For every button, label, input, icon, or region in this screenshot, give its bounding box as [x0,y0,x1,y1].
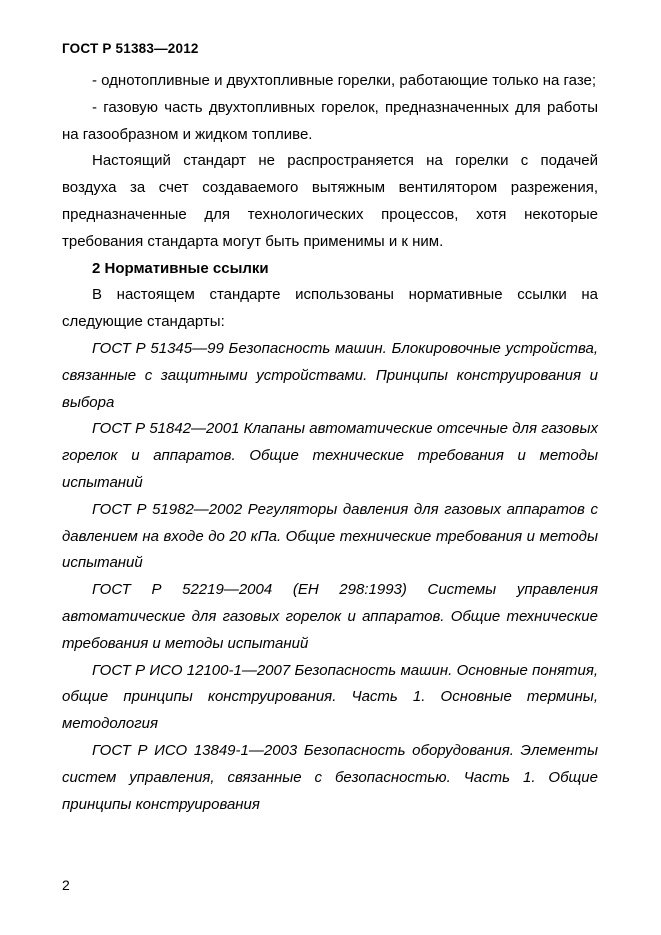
reference-item: ГОСТ Р 51345—99 Безопасность машин. Блокировочные устройства, связанные с защитными устройствами. Принципы конструирования и выбора [62,339,598,411]
reference-item: ГОСТ Р 51982—2002 Регуляторы давления для газовых аппаратов с давлением на входе до 20 кПа. Общие технические требования и методы испытаний [62,500,598,572]
section-heading: 2 Нормативные ссылки [92,259,269,277]
scope-paragraph-single-dual-fuel: - однотопливные и двухтопливные горелки, работающие только на газе; [92,72,597,89]
scope-paragraph-exclusion: Настоящий стандарт не распространяется на горелки с подачей воздуха за счет создаваемого вытяжным вентилятором разрежения, предназначенные для технологических процессов, хотя некоторые требования стандарта могут быть применимы и к ним. [62,152,598,250]
reference-item: ГОСТ Р ИСО 13849-1—2003 Безопасность оборудования. Элементы систем управления, связанные с безопасностью. Часть 1. Общие принципы конструирования [62,741,598,813]
document-header: ГОСТ Р 51383—2012 [62,41,199,56]
reference-item: ГОСТ Р ИСО 12100-1—2007 Безопасность машин. Основные понятия, общие принципы конструирования. Часть 1. Основные термины, методология [62,661,598,733]
reference-item: ГОСТ Р 51842—2001 Клапаны автоматические отсечные для газовых горелок и аппаратов. Общие технические требования и методы испытаний [62,420,598,491]
scope-paragraph-gas-part: - газовую часть двухтопливных горелок, предназначенных для работы на газообразном и жидком топливе. [62,98,598,143]
reference-item: ГОСТ Р 52219—2004 (ЕН 298:1993) Системы управления автоматические для газовых горелок и аппаратов. Общие технические требования и методы испытаний [62,581,598,652]
page-number: 2 [62,877,70,893]
page-content [62,68,598,818]
section-intro: В настоящем стандарте использованы нормативные ссылки на следующие стандарты: [62,286,598,331]
